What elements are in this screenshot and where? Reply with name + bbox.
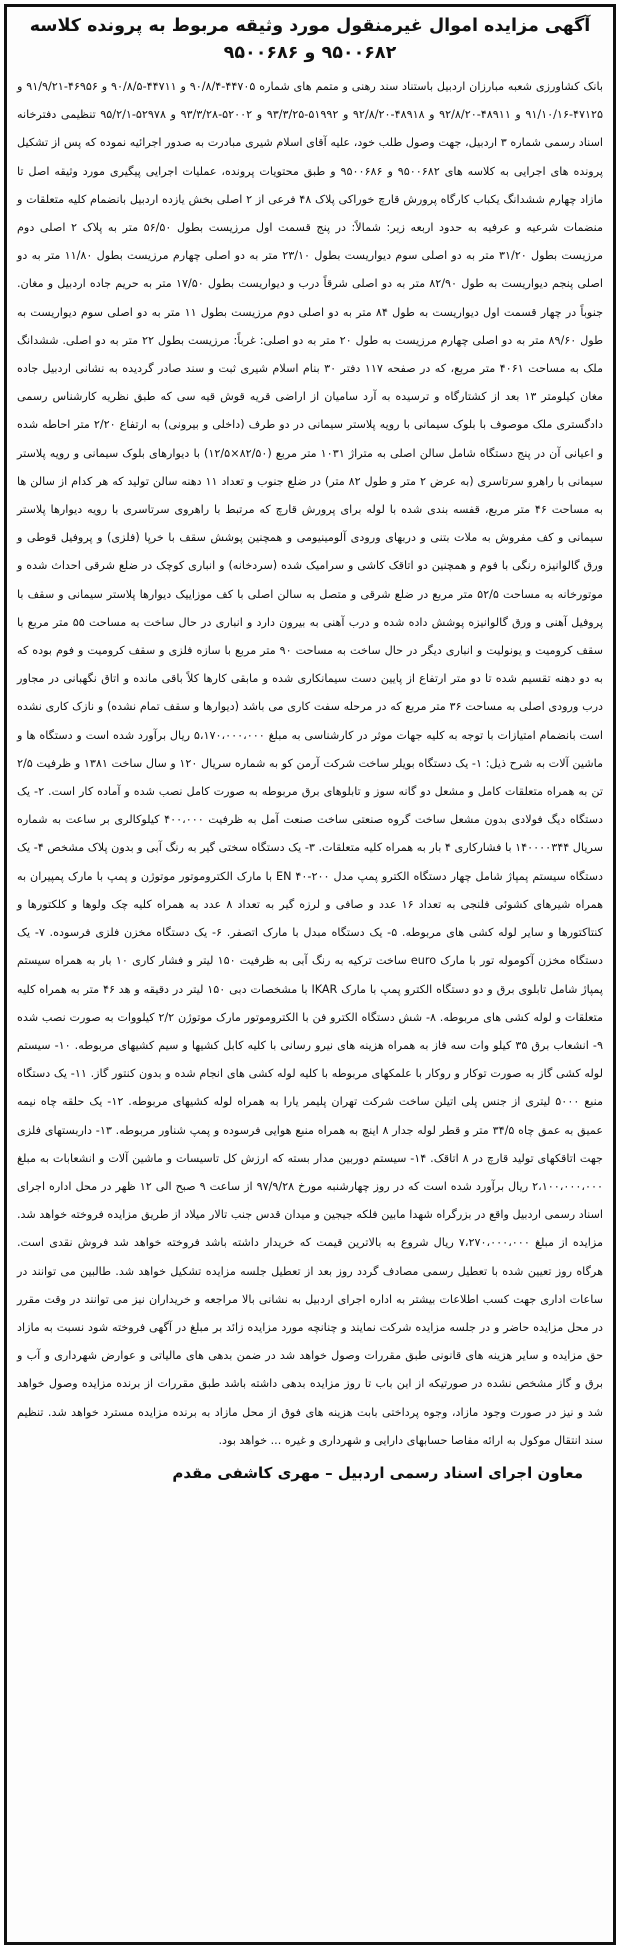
auction-notice [4, 4, 616, 1945]
notice-title: آگهی مزایده اموال غیرمنقول مورد وثیقه مربوط به پرونده کلاسه ۹۵۰۰۶۸۲ و ۹۵۰۰۶۸۶ [29, 16, 591, 63]
notice-signature: معاون اجرای اسناد رسمی اردبیل – مهری کاشفی مقدم [172, 1463, 583, 1482]
notice-body: بانک کشاورزی شعبه مبارزان اردبیل باستناد سند رهنی و متمم های شماره ۴۴۷۰۵-۹۰/۸/۴ و ۴۴۷۱۱-۹۰/۸/۵ و ۴۶۹۵۶-۹۱/۹/۲۱ و ۴۷۱۲۵-۹۱/۱۰/۱۶ و ۴۸۹۱۱-۹۲/۸/۲۰ و ۴۸۹۱۸-۹۲/۸/۲۰ و ۵۱۹۹۲-۹۳/۳/۲۵ و ۵۲۰۰۲-۹۳/۳/۲۸ و ۵۲۹۷۸-۹۵/۲/۱ تنظیمی دفترخانه اسناد رسمی شماره ۳ اردبیل، جهت وصول طلب خود، علیه آقای اسلام شیری مبادرت به صدور اجرائیه نموده که پس از تشکیل پرونده های اجرایی به کلاسه های ۹۵۰۰۶۸۲ و ۹۵۰۰۶۸۶ و طبق محتویات پرونده، عملیات اجرایی پیگیری مورد وثیقه اصل تا مازاد چهارم ششدانگ یکباب کارگاه پرورش قارچ خوراکی پلاک ۴۸ فرعی از ۲ اصلی بخش یازده اردبیل بانضمام کلیه متعلقات و منضمات شرعیه و عرفیه به حدود اربعه زیر: شمالاً: در پنج قسمت اول مرزیست بطول ۵۶/۵۰ متر به پلاک ۲ اصلی دوم مرزیست بطول ۳۱/۲۰ متر به دو اصلی سوم دیواریست بطول ۲۳/۱۰ متر به دو اصلی چهارم مرزیست بطول ۱۱/۸۰ متر به دو اصلی پنجم دیواریست به طول ۸۲/۹۰ متر به دو اصلی شرقاً درب و دیواریست بطول ۱۷/۵۰ متر به حریم جاده اردبیل و مغان. جنوباً در چهار قسمت اول دیواریست به طول ۸۴ متر به دو اصلی دوم مرزیست بطول ۱۱ متر به دو اصلی سوم دیواریست به طول ۸۹/۶۰ متر به دو اصلی چهارم مرزیست به طول ۲۰ متر به دو اصلی: غرباً: مرزیست بطول ۲۲ متر به دو اصلی. ششدانگ ملک به مساحت ۴۰۶۱ متر مربع، که در صفحه ۱۱۷ دفتر ۳۰ بنام اسلام شیری ثبت و سند صادر گردیده به نشانی اردبیل جاده مغان کیلومتر ۱۳ بعد از کشتارگاه و ترسیده به آرد سامیان از اراضی قریه قوش قیه سی که طبق نظریه کارشناس رسمی دادگستری ملک موصوف با بلوک سیمانی با رویه پلاستر سیمانی در دو طرف (داخلی و بیرونی) به ارتفاع ۲/۲۰ متر احاطه شده و اعیانی آن در پنج دستگاه شامل سالن اصلی به متراژ ۱۰۳۱ متر مربع (۸۲/۵۰×۱۲/۵) با دیوارهای بلوک سیمانی و رویه پلاستر سیمانی با راهرو سرتاسری (به عرض ۲ متر و طول ۸۲ متر) در ضلع جنوب و تعداد ۱۱ دهنه سالن تولید که هر کدام از سالن ها به مساحت ۴۶ متر مربع، قفسه بندی شده با لوله برای پرورش قارچ که مرتبط با راهروی سرتاسری با رویه دیوارها پلاستر سیمانی و کف مفروش به ملات بتنی و دربهای ورودی آلومینیومی و همچنین پوشش سقف با خرپا (فلزی) و پروفیل قوطی و ورق گالوانیزه رنگی با فوم و همچنین دو اتاقک کاشی و سرامیک شده (سردخانه) و انباری کوچک در ضلع شرقی احداث شده و موتورخانه به مساحت ۵۲/۵ متر مربع در ضلع شرقی و متصل به سالن اصلی با کف موزاییک دیوارها پلاستر سیمانی و سقف با پروفیل آهنی و ورق گالوانیزه پوشش داده شده و درب آهنی به بیرون دارد و انباری در حال ساخت به مساحت ۵۵ متر مربع با سقف کرومیت و یونولیت و انباری دیگر در حال ساخت به مساحت ۹۰ متر مربع با سازه فلزی و سقف کرومیت و فوم بوده که به دو دهنه تقسیم شده تا دو متر ارتفاع از پایین دست سیمانکاری شده و مابقی کارها کلاً باقی مانده و اتاق نگهبانی در مجاور درب ورودی اصلی به مساحت ۳۶ متر مربع که در مرحله سفت کاری می باشد (دیوارها و سقف تمام نشده) و نازک کاری نشده است بانضمام امتیازات با توجه به کلیه جهات موثر در کارشناسی به مبلغ ۵،۱۷۰،۰۰۰،۰۰۰ ریال برآورد شده است و دستگاه ها و ماشین آلات به شرح ذیل: ۱- یک دستگاه بویلر ساخت شرکت آرمن کو به شماره سریال ۱۲۰ و سال ساخت ۱۳۸۱ و ظرفیت ۲/۵ تن به همراه متعلقات کامل و مشعل دو گانه سوز و تابلوهای برق مربوطه به صورت کامل نصب شده و آماده کار است. ۲- یک دستگاه دیگ فولادی بدون مشعل ساخت گروه صنعتی ساخت صنعت آمل به ظرفیت ۴۰۰،۰۰۰ کیلوکالری بر ساعت به شماره سریال ۱۴۰۰۰۰۳۴۴ با فشارکاری ۴ بار به همراه کلیه متعلقات. ۳- یک دستگاه سختی گیر به رنگ آبی و بدون پلاک مشخص ۴- یک دستگاه سیستم پمپاژ شامل چهار دستگاه الکترو پمپ مدل EN ۴۰-۲۰۰ با مارک الکتروموتور موتوژن و پمپ با مارک پمپیران به همراه شیرهای کشوئی فلنجی به تعداد ۱۶ عدد و صافی و لرزه گیر به تعداد ۸ عدد به همراه کلیه چک ولوها و کلکتورها و کنتاکتورها و سایر لوله کشی های مربوطه. ۵- یک دستگاه مبدل با مارک اتصفر. ۶- یک دستگاه مخزن فلزی فرسوده. ۷- یک دستگاه مخزن آکوموله تور با مارک euro ساخت ترکیه به رنگ آبی به ظرفیت ۱۵۰ لیتر و فشار کاری ۱۰ بار به همراه سیستم پمپاژ شامل تابلوی برق و دو دستگاه الکترو پمپ با مارک IKAR با مشخصات دبی ۱۵۰ لیتر در دقیقه و هد ۴۶ متر به همراه کلیه متعلقات و لوله کشی های مربوطه. ۸- شش دستگاه الکترو فن با الکتروموتور مارک موتوژن ۲/۲ کیلووات به صورت نصب شده ۹- انشعاب برق ۳۵ کیلو وات سه فاز به همراه هزینه های نیرو رسانی با کلیه کابل کشیها و سیم کشیهای مربوطه. ۱۰- سیستم لوله کشی گاز به صورت توکار و روکار با علمکهای مربوطه با کلیه لوله کشی های انجام شده و بدون کنتور گاز. ۱۱- یک دستگاه منبع ۵۰۰۰ لیتری از جنس پلی اتیلن ساخت شرکت تهران پلیمر یارا به همراه لوله کشیهای مربوطه. ۱۲- یک حلقه چاه نیمه عمیق به عمق چاه ۳۴/۵ متر و قطر لوله جدار ۸ اینچ به همراه منبع هوایی فرسوده و پمپ شناور مربوطه. ۱۳- داربستهای فلزی جهت اتاقکهای تولید قارچ در ۸ اتاقک. ۱۴- سیستم دوربین مدار بسته که ارزش کل تاسیسات و ماشین آلات و انشعابات به مبلغ ۲،۱۰۰،۰۰۰،۰۰۰ ریال برآورد شده است که در روز چهارشنبه مورخ ۹۷/۹/۲۸ از ساعت ۹ صبح الی ۱۲ ظهر در محل اداره اجرای اسناد رسمی اردبیل واقع در بزرگراه شهدا مابین فلکه جیجین و میدان قدس جنب تالار میلاد از طریق مزایده فروخته خواهد شد. مزایده از مبلغ ۷،۲۷۰،۰۰۰،۰۰۰ ریال شروع به بالاترین قیمت که خریدار داشته باشد فروخته خواهد شد فروش نقدی است. هرگاه روز تعیین شده با تعطیل رسمی مصادف گردد روز بعد از تعطیل جلسه مزایده تشکیل خواهد شد. طالبین می توانند در ساعات اداری جهت کسب اطلاعات بیشتر به اداره اجرای اردبیل به نشانی بالا مراجعه و خریداران نیز می توانند در وقت مقرر در محل مزایده حاضر و در جلسه مزایده شرکت نمایند و چنانچه مورد مزایده زائد بر مبلغ در آگهی فروخته شود نسبت به مازاد حق مزایده و سایر هزینه های قانونی طبق مقررات وصول خواهد شد در ضمن بدهی های مالیاتی و عوارض شهرداری و آب و برق و گاز مشخص نشده در صورتیکه از این باب تا روز مزایده بدهی داشته باشد طبق مقررات از برنده مزایده وصول خواهد شد و نیز در صورت وجود مازاد، وجوه پرداختی بابت هزینه های فوق از محل مازاد به برنده مزایده مسترد خواهد شد. تنظیم سند انتقال موکول به ارائه مفاصا حسابهای دارایی و شهرداری و غیره ... خواهد بود. [17, 80, 604, 1447]
